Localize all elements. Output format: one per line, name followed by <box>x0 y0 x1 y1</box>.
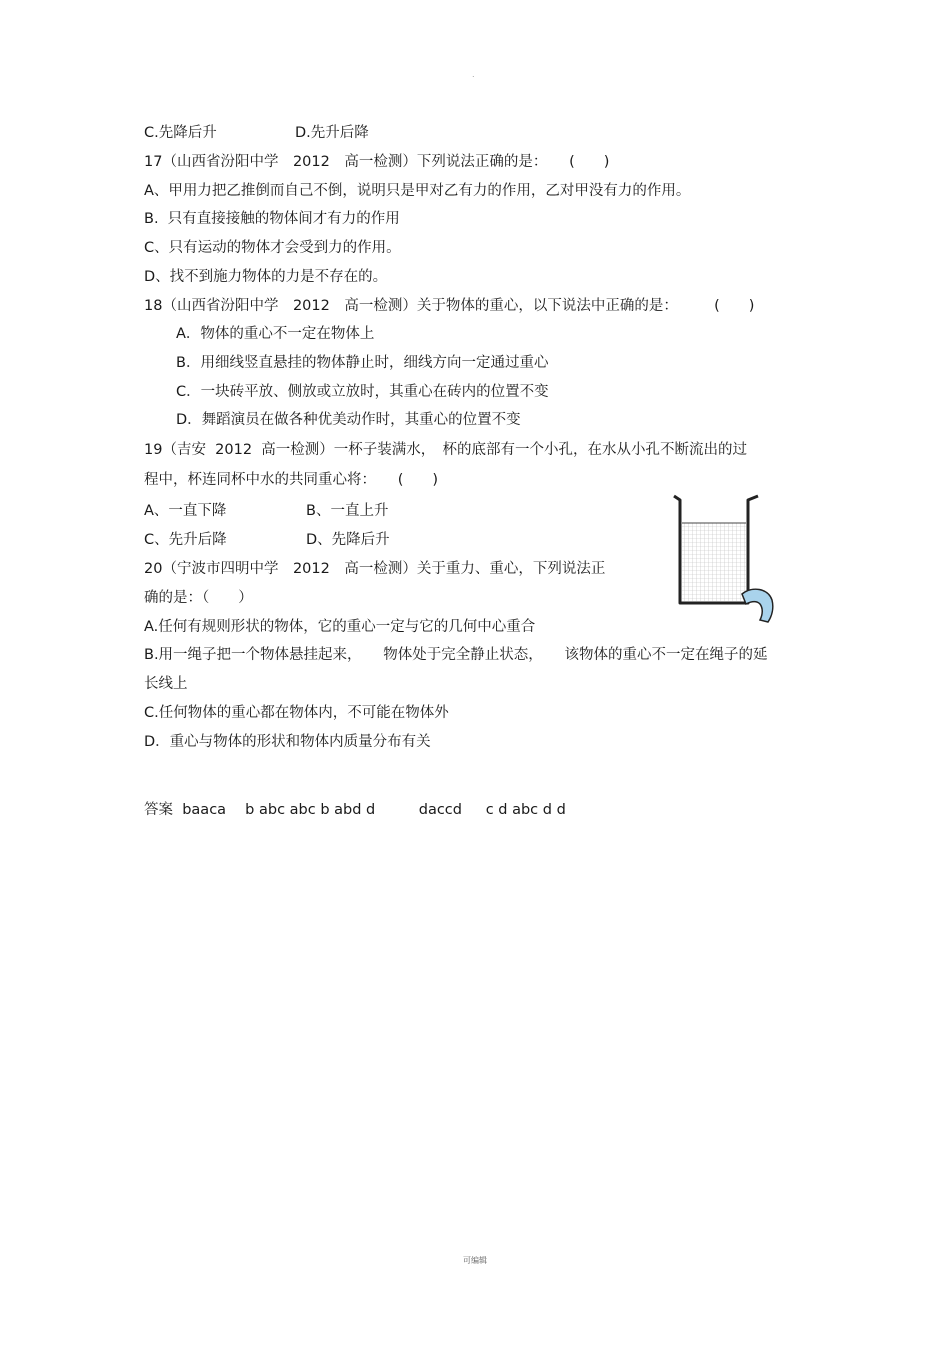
q19-stem-line2: 程中，杯连同杯中水的共同重心将： ( ) <box>144 472 439 488</box>
q17-option-d: D、找不到施力物体的力是不存在的。 <box>144 269 388 285</box>
q17-stem: 17（山西省汾阳中学 2012 高一检测）下列说法正确的是： ( ) <box>144 154 610 170</box>
q20-option-b-line1: B.用一绳子把一个物体悬挂起来， 物体处于完全静止状态， 该物体的重心不一定在绳子的延 <box>144 647 768 663</box>
q19-option-b: B、一直上升 <box>306 503 389 519</box>
q18-option-b: B．用细线竖直悬挂的物体静止时，细线方向一定通过重心 <box>176 355 549 371</box>
q18-option-d: D．舞蹈演员在做各种优美动作时，其重心的位置不变 <box>176 412 521 428</box>
header-mark: . <box>472 70 475 79</box>
q17-option-a: A、甲用力把乙推倒而自己不倒，说明只是甲对乙有力的作用，乙对甲没有力的作用。 <box>144 183 691 199</box>
q18-stem: 18（山西省汾阳中学 2012 高一检测）关于物体的重心，以下说法中正确的是： ( ) <box>144 298 755 314</box>
q19-option-d: D、先降后升 <box>306 532 390 548</box>
q20-stem-line1: 20（宁波市四明中学 2012 高一检测）关于重力、重心，下列说法正 <box>144 561 606 577</box>
q16-option-c: C.先降后升 <box>144 125 217 141</box>
q17-option-b: B. 只有直接接触的物体间才有力的作用 <box>144 211 400 227</box>
q20-option-b-line2: 长线上 <box>144 676 188 692</box>
beaker-with-hole-illustration <box>668 490 778 630</box>
water-stream <box>742 589 773 622</box>
answer-key: 答案 baaca b abc abc b abd d daccd c d abc d d <box>144 802 566 818</box>
q18-option-c: C．一块砖平放、侧放或立放时，其重心在砖内的位置不变 <box>176 384 549 400</box>
q20-option-d: D．重心与物体的形状和物体内质量分布有关 <box>144 734 431 750</box>
footer-label: 可编辑 <box>463 1256 487 1265</box>
q19-option-c: C、先升后降 <box>144 532 227 548</box>
q19-stem-line1: 19（吉安 2012 高一检测）一杯子装满水， 杯的底部有一个小孔，在水从小孔不断流出的过 <box>144 442 748 458</box>
q20-option-a: A.任何有规则形状的物体，它的重心一定与它的几何中心重合 <box>144 619 536 635</box>
q18-option-a: A．物体的重心不一定在物体上 <box>176 326 375 342</box>
q20-stem-line2: 确的是：（ ） <box>144 590 253 606</box>
q16-option-d: D.先升后降 <box>295 125 369 141</box>
q20-option-c: C.任何物体的重心都在物体内，不可能在物体外 <box>144 705 449 721</box>
q17-option-c: C、只有运动的物体才会受到力的作用。 <box>144 240 401 256</box>
q19-option-a: A、一直下降 <box>144 503 227 519</box>
water-fill <box>682 523 746 601</box>
